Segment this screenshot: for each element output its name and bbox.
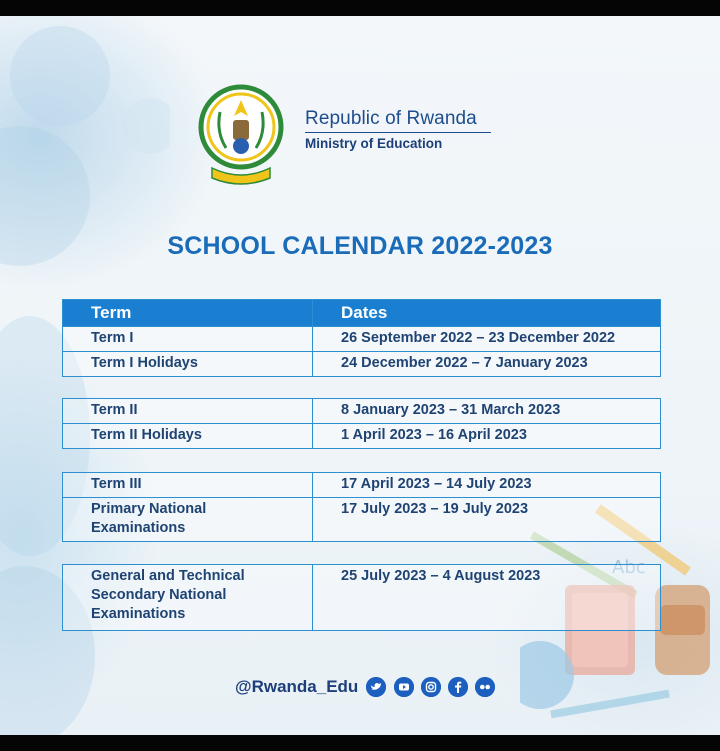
ministry-republic-title: Republic of Rwanda xyxy=(305,108,477,129)
bottom-black-bar xyxy=(0,735,720,751)
table-row xyxy=(63,424,661,449)
term-cell: Term II Holidays xyxy=(63,424,313,449)
table-row xyxy=(63,498,661,542)
term-cell: Term I xyxy=(63,327,313,352)
calendar-poster xyxy=(0,16,720,735)
term-cell: Primary National Examinations xyxy=(63,498,313,542)
calendar-heading: SCHOOL CALENDAR 2022-2023 xyxy=(167,232,553,260)
dates-cell: 1 April 2023 – 16 April 2023 xyxy=(313,424,661,449)
dates-cell: 17 July 2023 – 19 July 2023 xyxy=(313,498,661,542)
calendar-table-group-4 xyxy=(62,564,661,631)
term-cell: Term II xyxy=(63,399,313,424)
table-row xyxy=(63,352,661,377)
term-cell: General and Technical Secondary National Examinations xyxy=(63,565,313,631)
facebook-icon[interactable] xyxy=(448,677,468,697)
dates-cell: 8 January 2023 – 31 March 2023 xyxy=(313,399,661,424)
youtube-icon[interactable] xyxy=(394,677,414,697)
calendar-table-group-2 xyxy=(62,398,661,449)
term-cell: Term I Holidays xyxy=(63,352,313,377)
svg-text:Abc: Abc xyxy=(612,557,646,578)
flickr-icon[interactable] xyxy=(475,677,495,697)
column-header-dates: Dates xyxy=(313,300,661,327)
calendar-table-group-1 xyxy=(62,299,661,377)
social-footer xyxy=(0,673,720,703)
term-cell: Term III xyxy=(63,473,313,498)
twitter-icon[interactable] xyxy=(366,677,386,697)
table-row xyxy=(63,327,661,352)
column-header-term: Term xyxy=(63,300,313,327)
ministry-name: Ministry of Education xyxy=(305,136,443,151)
dates-cell: 24 December 2022 – 7 January 2023 xyxy=(313,352,661,377)
top-black-bar xyxy=(0,0,720,16)
table-header-row xyxy=(63,300,661,327)
table-row xyxy=(63,399,661,424)
social-handle[interactable]: @Rwanda_Edu xyxy=(235,677,359,696)
instagram-icon[interactable] xyxy=(421,677,441,697)
dates-cell: 26 September 2022 – 23 December 2022 xyxy=(313,327,661,352)
table-row xyxy=(63,565,661,631)
dates-cell: 25 July 2023 – 4 August 2023 xyxy=(313,565,661,631)
dates-cell: 17 April 2023 – 14 July 2023 xyxy=(313,473,661,498)
table-row xyxy=(63,473,661,498)
calendar-table-group-3 xyxy=(62,472,661,542)
rwanda-coat-of-arms-emblem xyxy=(196,82,286,192)
title-underline xyxy=(305,132,491,133)
